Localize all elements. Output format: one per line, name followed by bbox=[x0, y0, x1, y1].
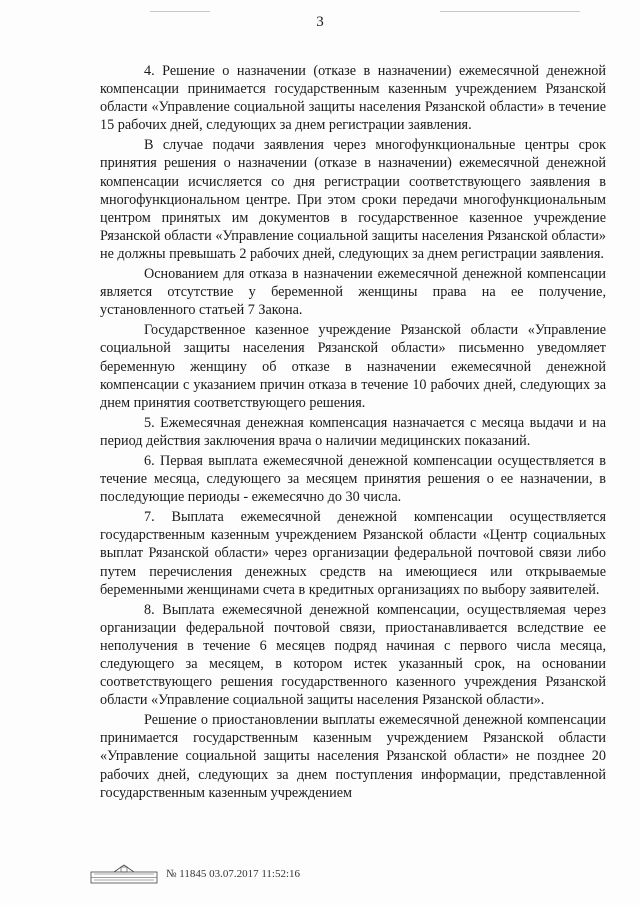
registration-number: № 11845 03.07.2017 11:52:16 bbox=[166, 868, 301, 880]
paragraph: В случае подачи заявления через многофункциональные центры срок принятия решения о назначении (отказе в назначении) ежемесячной денежной компенсации исчисляется со дня регистрации соответствующего заявления в многофункциональном центре. При этом сроки передачи многофункциональным центром принятых им документов в государственное казенное учреждение Рязанской области «Управление социальной защиты населения Рязанской области» не должны превышать 2 рабочих дней, следующих за днем регистрации заявления. bbox=[100, 137, 606, 262]
paragraph: Государственное казенное учреждение Рязанской области «Управление социальной защиты населения Рязанской области» письменно уведомляет беременную женщину об отказе в назначении ежемесячной денежной компенсации с указанием причин отказа в течение 10 рабочих дней, следующих за днем принятия соответствующего решения. bbox=[100, 322, 606, 411]
registry-stamp-icon bbox=[90, 862, 158, 884]
document-body bbox=[100, 62, 606, 804]
scan-artifact bbox=[150, 11, 210, 12]
scan-artifact bbox=[440, 11, 580, 12]
footer bbox=[90, 862, 490, 886]
paragraph: 5. Ежемесячная денежная компенсация назначается с месяца выдачи и на период действия заключения врача о наличии медицинских показаний. bbox=[100, 414, 606, 449]
paragraph: 7. Выплата ежемесячной денежной компенсации осуществляется государственным казенным учреждением Рязанской области «Центр социальных выплат Рязанской области» через организации федеральной почтовой связи либо путем перечисления денежных средств на имеющиеся или открываемые беременными женщинами счета в кредитных организациях по выбору заявителей. bbox=[100, 509, 606, 598]
page-number: 3 bbox=[316, 14, 324, 30]
paragraph: Основанием для отказа в назначении ежемесячной денежной компенсации является отсутствие у беременной женщины права на ее получение, установленного статьей 7 Закона. bbox=[100, 266, 606, 319]
paragraph: Решение о приостановлении выплаты ежемесячной денежной компенсации принимается государственным казенным учреждением Рязанской области «Управление социальной защиты населения Рязанской области» не позднее 20 рабочих дней, следующих за днем поступления информации, представленной государственным казенным учреждением bbox=[100, 712, 606, 801]
paragraph: 4. Решение о назначении (отказе в назначении) ежемесячной денежной компенсации принимается государственным казенным учреждением Рязанской области «Управление социальной защиты населения Рязанской области» в течение 15 рабочих дней, следующих за днем регистрации заявления. bbox=[100, 63, 606, 134]
paragraph: 6. Первая выплата ежемесячной денежной компенсации осуществляется в течение месяца, следующего за месяцем принятия решения о ее назначении, в последующие периоды - ежемесячно до 30 числа. bbox=[100, 452, 606, 506]
paragraph: 8. Выплата ежемесячной денежной компенсации, осуществляемая через организации федеральной почтовой связи, приостанавливается вследствие ее неполучения в течение 6 месяцев подряд начиная с первого числа месяца, следующего за месяцем, в котором истек указанный срок, на основании соответствующего решения государственного казенного учреждения Рязанской области «Управление социальной защиты населения Рязанской области». bbox=[100, 601, 606, 709]
